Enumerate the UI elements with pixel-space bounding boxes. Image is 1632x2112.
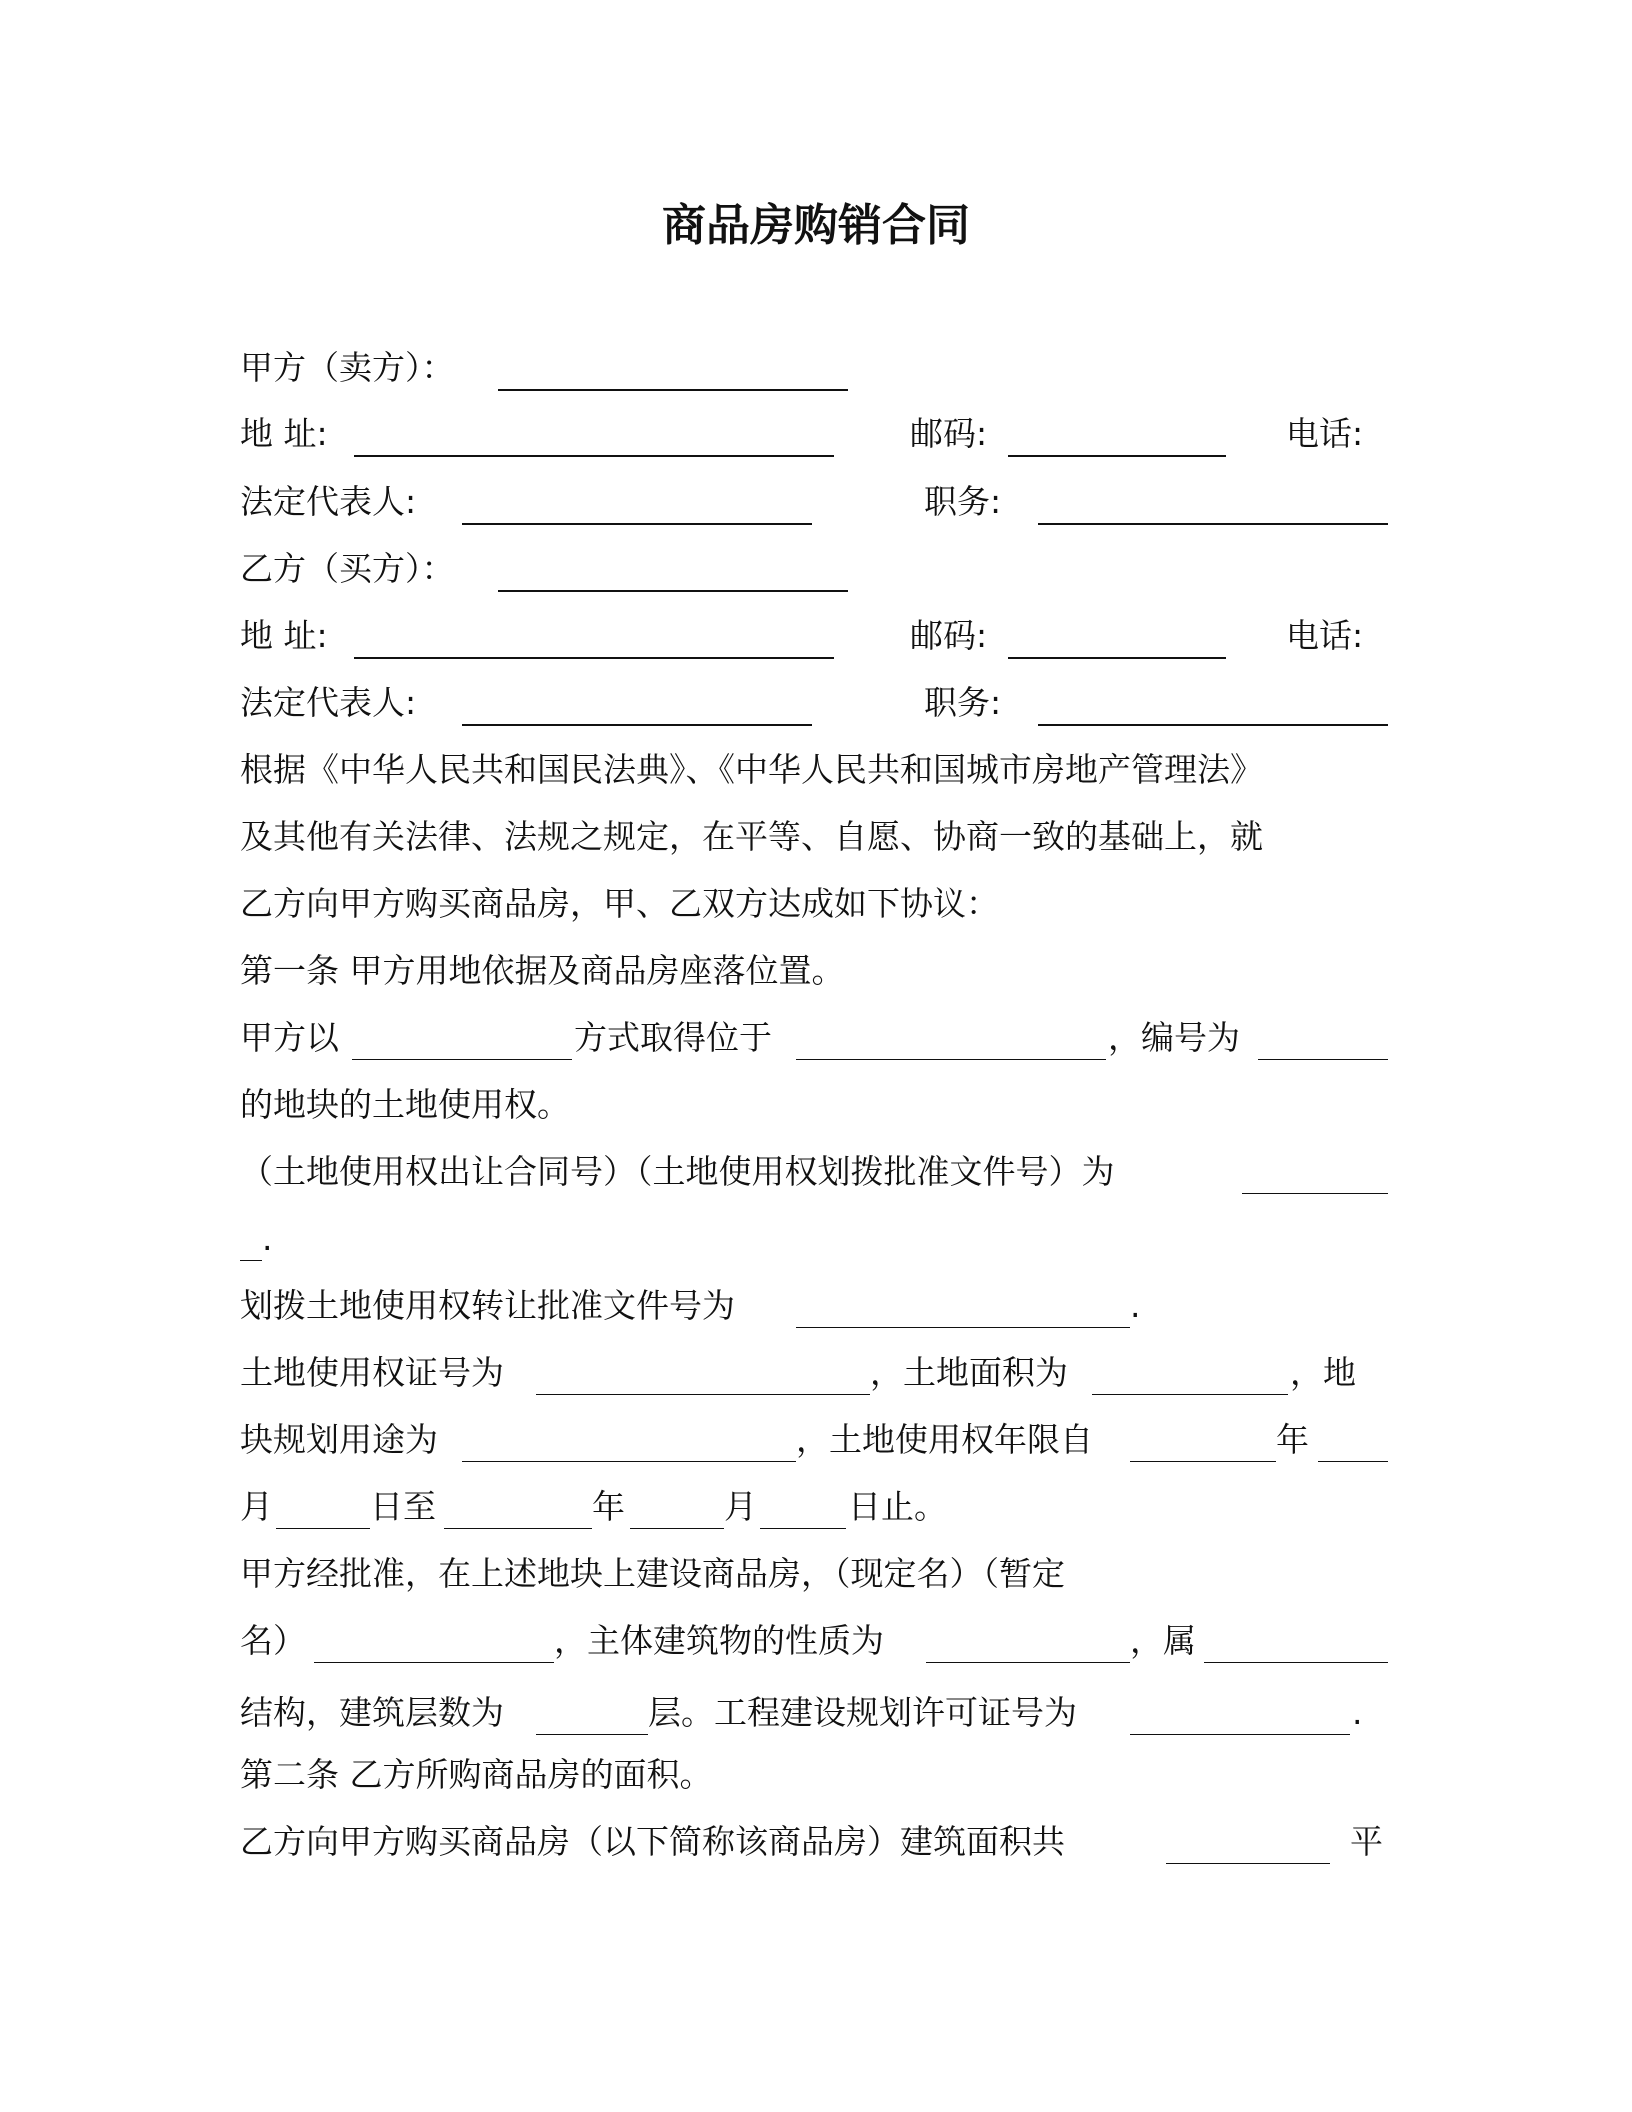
seller-line	[240, 343, 1390, 393]
preamble-text-3: 乙方向甲方购买商品房，甲、乙双方达成如下协议：	[240, 884, 999, 923]
buyer-rep-line	[240, 678, 1390, 728]
article1-line-11	[240, 1688, 1390, 1738]
article1-text: 年	[592, 1487, 625, 1526]
project-name-field[interactable]	[314, 1616, 554, 1663]
article1-text: 月	[240, 1487, 273, 1526]
buyer-address-line	[240, 611, 1390, 661]
buyer-name-field[interactable]	[498, 544, 848, 592]
transfer-approval-number-field[interactable]	[796, 1281, 1130, 1328]
article1-text: .	[1352, 1693, 1363, 1732]
article1-line-4	[240, 1214, 1390, 1264]
article1-text: 年	[1276, 1420, 1309, 1459]
article1-line-9	[240, 1549, 1390, 1599]
land-number-field[interactable]	[1258, 1013, 1388, 1060]
land-area-field[interactable]	[1092, 1348, 1288, 1395]
article1-text: ，土地面积为	[870, 1353, 1068, 1392]
buyer-postcode-label: 邮码:	[910, 616, 988, 655]
term-end-day-field[interactable]	[760, 1482, 846, 1529]
article1-text: 日止。	[848, 1487, 947, 1526]
term-end-month-field[interactable]	[630, 1482, 724, 1529]
preamble-text-2: 及其他有关法律、法规之规定，在平等、自愿、协商一致的基础上，就	[240, 817, 1263, 856]
structure-type-field[interactable]	[1204, 1616, 1388, 1663]
article2-heading: 第二条 乙方所购商品房的面积。	[240, 1755, 713, 1794]
article1-heading: 第一条 甲方用地依据及商品房座落位置。	[240, 951, 845, 990]
article1-text: （土地使用权出让合同号）（土地使用权划拨批准文件号）为	[240, 1152, 1115, 1191]
article2-text: 平	[1350, 1822, 1383, 1861]
seller-address-field[interactable]	[354, 409, 834, 457]
article1-text: ，土地使用权年限自	[796, 1420, 1093, 1459]
seller-address-line	[240, 409, 1390, 459]
preamble-line-2	[240, 812, 1390, 862]
land-location-field[interactable]	[796, 1013, 1106, 1060]
seller-postcode-label: 邮码:	[910, 414, 988, 453]
article1-heading-line	[240, 946, 1390, 996]
article1-text: 日至	[370, 1487, 436, 1526]
seller-position-label: 职务:	[924, 482, 1002, 521]
land-contract-number-field-cont[interactable]	[240, 1214, 262, 1261]
buyer-postcode-field[interactable]	[1008, 611, 1226, 659]
seller-phone-label: 电话:	[1286, 414, 1364, 453]
seller-position-field[interactable]	[1038, 477, 1388, 525]
article1-text: ，属	[1130, 1621, 1196, 1660]
seller-legal-rep-field[interactable]	[462, 477, 812, 525]
article1-text: 方式取得位于	[574, 1018, 772, 1057]
building-area-field[interactable]	[1166, 1817, 1330, 1864]
building-nature-field[interactable]	[926, 1616, 1130, 1663]
buyer-legal-rep-field[interactable]	[462, 678, 812, 726]
term-start-year-field[interactable]	[1130, 1415, 1276, 1462]
article2-heading-line	[240, 1750, 1390, 1800]
article2-text: 乙方向甲方购买商品房（以下简称该商品房）建筑面积共	[240, 1822, 1065, 1861]
article1-text: 块规划用途为	[240, 1420, 438, 1459]
article1-text: 名）	[240, 1621, 306, 1660]
article1-line-8	[240, 1482, 1390, 1532]
article1-line-7	[240, 1415, 1390, 1465]
buyer-phone-label: 电话:	[1286, 616, 1364, 655]
buyer-address-field[interactable]	[354, 611, 834, 659]
article1-text: ，主体建筑物的性质为	[554, 1621, 884, 1660]
buyer-address-label: 地 址:	[240, 616, 328, 655]
buyer-legal-rep-label: 法定代表人:	[240, 683, 417, 722]
seller-postcode-field[interactable]	[1008, 409, 1226, 457]
article1-text: 结构，建筑层数为	[240, 1693, 504, 1732]
article1-line-5	[240, 1281, 1390, 1331]
article1-text: ，编号为	[1108, 1018, 1240, 1057]
article1-line-2	[240, 1080, 1390, 1130]
article1-line-6	[240, 1348, 1390, 1398]
term-end-year-field[interactable]	[444, 1482, 592, 1529]
article1-text: ，地	[1290, 1353, 1356, 1392]
planned-use-field[interactable]	[462, 1415, 796, 1462]
buyer-position-field[interactable]	[1038, 678, 1388, 726]
term-start-month-field[interactable]	[1318, 1415, 1388, 1462]
article1-line-10	[240, 1616, 1390, 1666]
preamble-line-3	[240, 879, 1390, 929]
article1-text: 甲方以	[240, 1018, 339, 1057]
seller-rep-line	[240, 477, 1390, 527]
article1-text: .	[1130, 1286, 1141, 1325]
buyer-label: 乙方（买方）：	[240, 549, 455, 588]
article1-line-1	[240, 1013, 1390, 1063]
document-title: 商品房购销合同	[662, 200, 970, 251]
article1-line-3	[240, 1147, 1390, 1197]
term-start-day-field[interactable]	[276, 1482, 370, 1529]
buyer-position-label: 职务:	[924, 683, 1002, 722]
article1-text: 的地块的土地使用权。	[240, 1085, 570, 1124]
article1-text: 土地使用权证号为	[240, 1353, 504, 1392]
acquisition-method-field[interactable]	[352, 1013, 572, 1060]
floor-count-field[interactable]	[536, 1688, 648, 1735]
article1-text: 月	[724, 1487, 757, 1526]
planning-permit-number-field[interactable]	[1130, 1688, 1350, 1735]
article1-text: .	[262, 1219, 273, 1258]
article1-text: 划拨土地使用权转让批准文件号为	[240, 1286, 735, 1325]
buyer-line	[240, 544, 1390, 594]
article1-text: 甲方经批准，在上述地块上建设商品房，（现定名）（暂定	[240, 1554, 1065, 1593]
land-contract-number-field[interactable]	[1242, 1147, 1388, 1194]
seller-legal-rep-label: 法定代表人:	[240, 482, 417, 521]
preamble-line-1	[240, 745, 1390, 795]
seller-address-label: 地 址:	[240, 414, 328, 453]
seller-name-field[interactable]	[498, 343, 848, 391]
article2-line-1	[240, 1817, 1390, 1867]
article1-text: 层。工程建设规划许可证号为	[648, 1693, 1077, 1732]
seller-label: 甲方（卖方）：	[240, 348, 455, 387]
land-certificate-number-field[interactable]	[536, 1348, 870, 1395]
preamble-text-1: 根据《中华人民共和国民法典》、《中华人民共和国城市房地产管理法》	[240, 750, 1263, 789]
